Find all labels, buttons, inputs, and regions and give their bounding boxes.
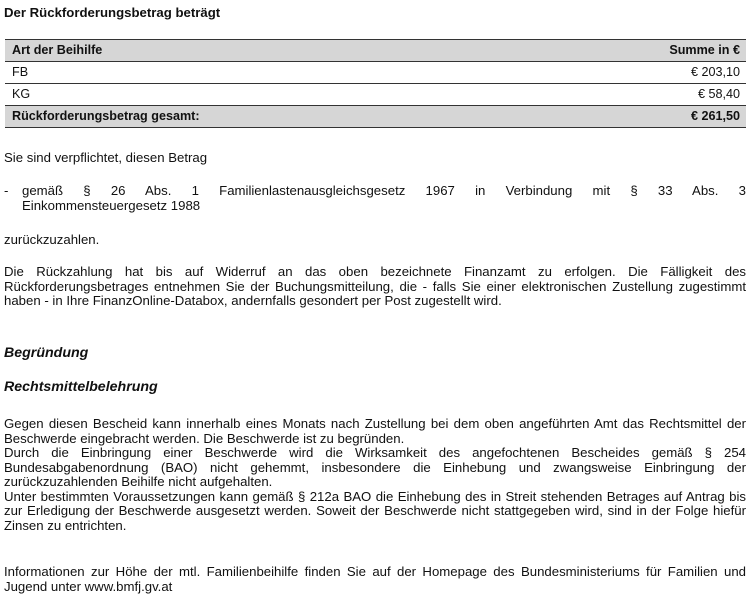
info-paragraph: Informationen zur Höhe der mtl. Familienbeihilfe finden Sie auf der Homepage des Bundesministeriums für Familien und Jugend unter www.bmfj.gv.at: [4, 564, 746, 594]
row-label: FB: [5, 62, 528, 84]
appeal-paragraph: Durch die Einbringung einer Beschwerde wird die Wirksamkeit des angefochtenen Bescheides gemäß § 254 Bundesabgabenordnung (BAO) nicht gehemmt, insbesondere die Einhebung und zwangsweise Einbringung der zurückzuzahlenden Beihilfe nicht aufgehalten.: [4, 445, 746, 489]
row-label: KG: [5, 84, 528, 106]
table-row: [5, 62, 746, 84]
section-heading-appeal: Rechtsmittelbelehrung: [4, 379, 158, 395]
repayment-table: [5, 39, 746, 128]
row-amount: € 203,10: [528, 62, 746, 84]
obligation-intro: Sie sind verpflichtet, diesen Betrag: [4, 150, 208, 165]
total-amount: € 261,50: [528, 106, 746, 128]
table-header-row: [5, 40, 746, 62]
section-heading-reason: Begründung: [4, 345, 89, 361]
total-label: Rückforderungsbetrag gesamt:: [5, 106, 528, 128]
header-amount: Summe in €: [528, 40, 746, 62]
table-total-row: [5, 106, 746, 128]
table-row: [5, 84, 746, 106]
appeal-text: [4, 417, 746, 533]
header-label: Art der Beihilfe: [5, 40, 528, 62]
bullet-text: [22, 184, 746, 213]
appeal-paragraph: Unter bestimmten Voraussetzungen kann gemäß § 212a BAO die Einhebung des in Streit stehenden Betrages auf Antrag bis zur Erledigung der Beschwerde ausgesetzt werden. Soweit der Beschwerde nicht stattgegeben wird, sind in der Folge hiefür Zinsen zu entrichten.: [4, 488, 746, 533]
amount-heading: Der Rückforderungsbetrag beträgt: [4, 5, 221, 20]
bullet-line-1: gemäß § 26 Abs. 1 Familienlastenausgleichsgesetz 1967 in Verbindung mit § 33 Abs. 3: [22, 183, 746, 198]
bullet-dash: -: [4, 183, 9, 198]
row-amount: € 58,40: [528, 84, 746, 106]
obligation-end: zurückzuzahlen.: [4, 232, 100, 247]
bullet-line-2: Einkommensteuergesetz 1988: [22, 197, 201, 213]
payment-paragraph: Die Rückzahlung hat bis auf Widerruf an das oben bezeichnete Finanzamt zu erfolgen. Die Fälligkeit des Rückforderungsbetrages entnehmen Sie der Buchungsmitteilung, die - falls Sie einer elektronischen Zustellung zugestimmt haben - in Ihre FinanzOnline-Databox, andernfalls gesondert per Post zugestellt wird.: [4, 264, 746, 308]
appeal-paragraph: Gegen diesen Bescheid kann innerhalb eines Monats nach Zustellung bei dem oben angeführten Amt das Rechtsmittel der Beschwerde eingebracht werden. Die Beschwerde ist zu begründen.: [4, 416, 746, 446]
